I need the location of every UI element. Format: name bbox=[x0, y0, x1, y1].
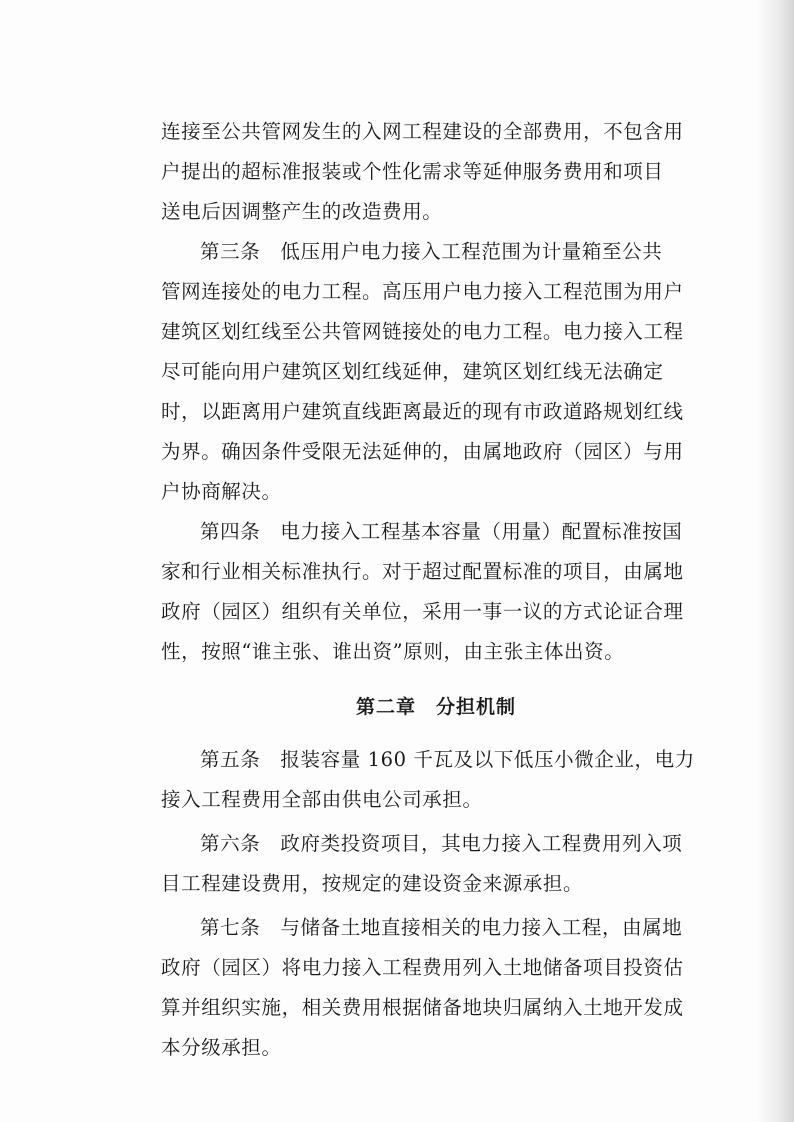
text-line: 户协商解决。 bbox=[161, 480, 282, 503]
text-line: 时，以距离用户建筑直线距离最近的现有市政道路规划红线 bbox=[161, 400, 684, 423]
article-3 bbox=[161, 232, 711, 512]
text-line: 第六条 政府类投资项目，其电力接入工程费用列入项 bbox=[200, 832, 683, 855]
text-line: 送电后因调整产生的改造费用。 bbox=[161, 200, 443, 223]
article-7 bbox=[161, 908, 711, 1068]
text-line: 接入工程费用全部由供电公司承担。 bbox=[161, 788, 483, 811]
text-line: 目工程建设费用，按规定的建设资金来源承担。 bbox=[161, 872, 584, 895]
text-line: 尽可能向用户建筑区划红线延伸，建筑区划红线无法确定 bbox=[161, 360, 664, 383]
text-line: 性，按照“谁主张、谁出资”原则，由主张主体出资。 bbox=[161, 640, 625, 663]
paragraph-continuation bbox=[161, 112, 711, 232]
text-line: 第四条 电力接入工程基本容量（用量）配置标准按国 bbox=[200, 520, 683, 543]
text-line: 家和行业相关标准执行。对于超过配置标准的项目，由属地 bbox=[161, 560, 684, 583]
text-line: 建筑区划红线至公共管网链接处的电力工程。电力接入工程 bbox=[161, 320, 684, 343]
text-line: 管网连接处的电力工程。高压用户电力接入工程范围为用户 bbox=[161, 280, 684, 303]
text-line: 连接至公共管网发生的入网工程建设的全部费用，不包含用 bbox=[161, 120, 684, 143]
article-6 bbox=[161, 824, 711, 904]
text-line: 第五条 报装容量 160 千瓦及以下低压小微企业，电力 bbox=[200, 748, 695, 771]
text-line: 算并组织实施，相关费用根据储备地块归属纳入土地开发成 bbox=[161, 996, 684, 1019]
text-line: 第三条 低压用户电力接入工程范围为计量箱至公共 bbox=[200, 240, 663, 263]
text-line: 第七条 与储备土地直接相关的电力接入工程，由属地 bbox=[200, 916, 683, 939]
text-line: 为界。确因条件受限无法延伸的，由属地政府（园区）与用 bbox=[161, 440, 684, 463]
chapter-title: 第二章 分担机制 bbox=[355, 696, 516, 718]
text-line: 户提出的超标准报装或个性化需求等延伸服务费用和项目 bbox=[161, 160, 664, 183]
article-5 bbox=[161, 740, 711, 820]
article-4 bbox=[161, 512, 711, 672]
text-line: 本分级承担。 bbox=[161, 1036, 282, 1059]
text-line: 政府（园区）组织有关单位，采用一事一议的方式论证合理 bbox=[161, 600, 684, 623]
document-body bbox=[161, 112, 711, 1068]
text-line: 政府（园区）将电力接入工程费用列入土地储备项目投资估 bbox=[161, 956, 684, 979]
page-edge-shadow bbox=[756, 0, 794, 1122]
